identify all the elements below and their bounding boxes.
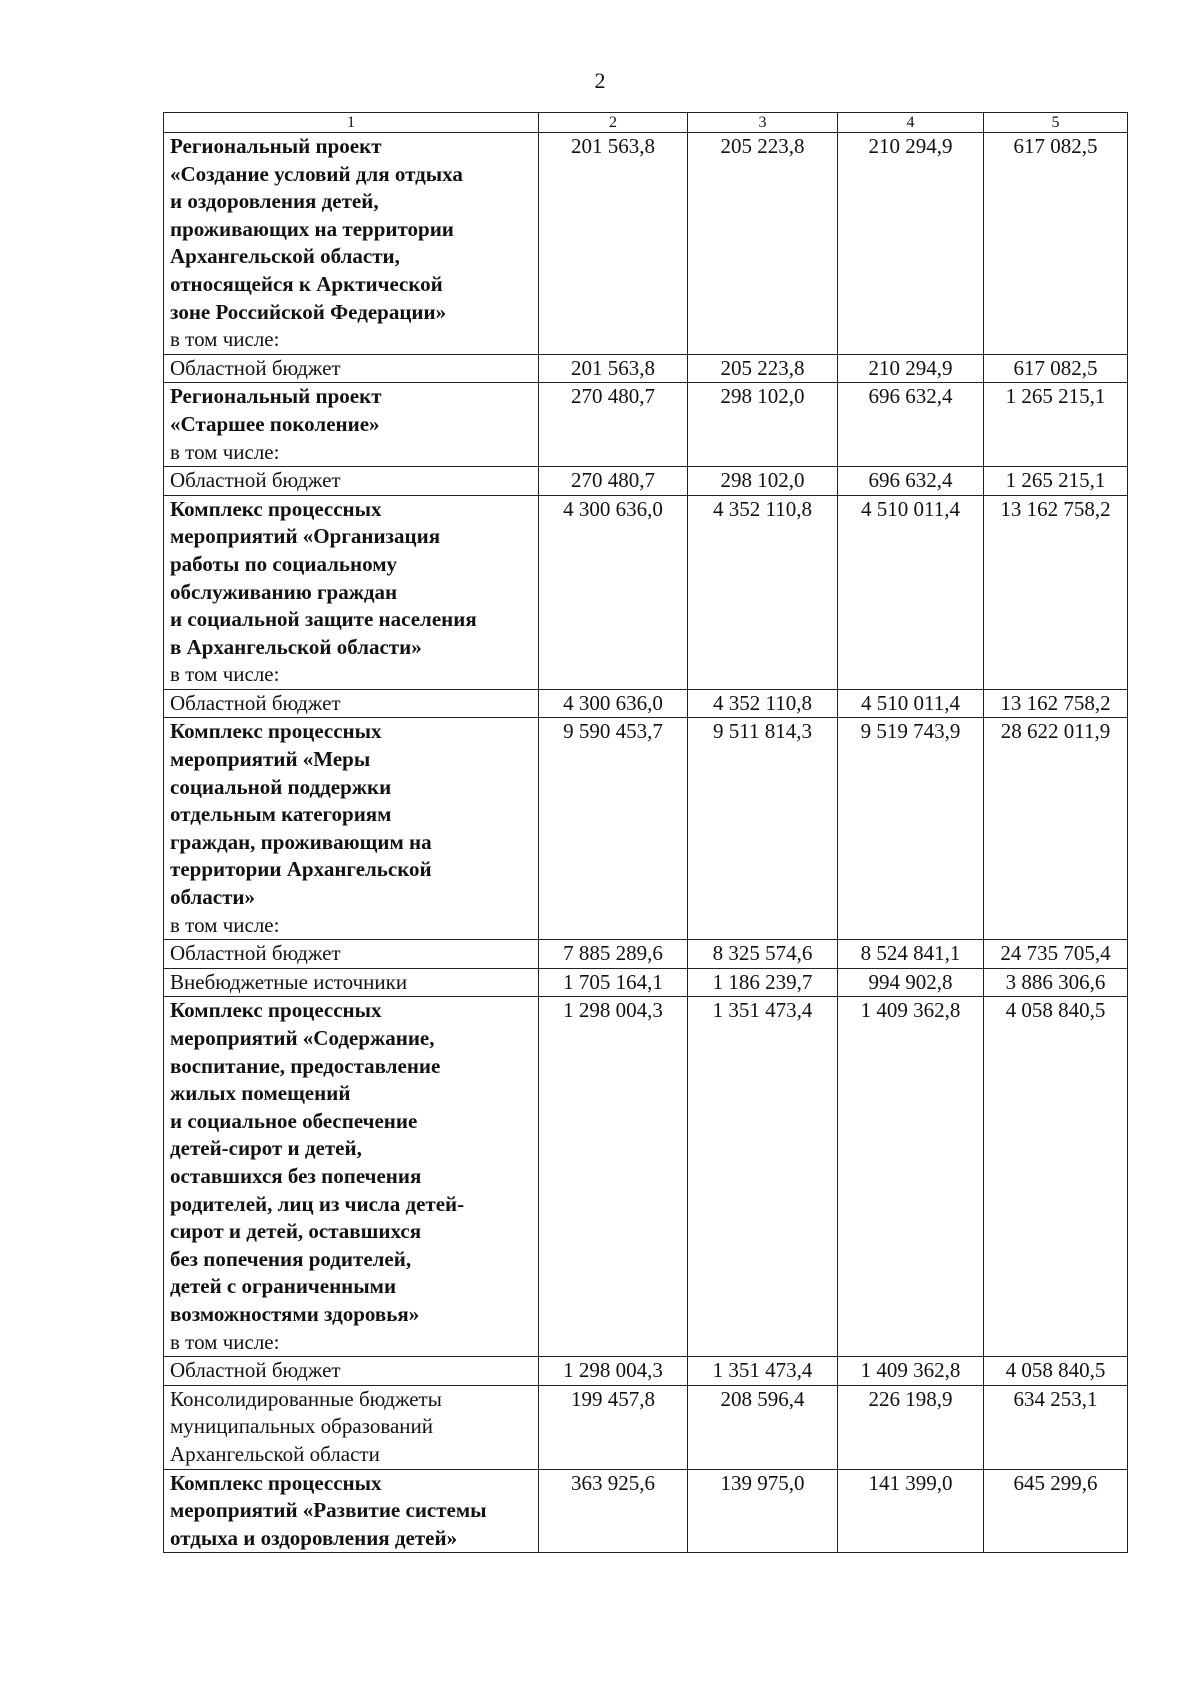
value-cell-col-3: 1 351 473,4 <box>688 1357 838 1386</box>
column-number-4: 4 <box>838 113 984 133</box>
value-cell-col-4: 4 510 011,4 <box>838 495 984 689</box>
value-cell-col-5: 617 082,5 <box>984 133 1128 355</box>
section-row <box>164 495 1128 689</box>
section-title: Комплекс процессных мероприятий «Содержание, воспитание, предоставление жилых помещений и социальное обеспечение детей-сирот и детей, оставшихся без попечения родителей, лиц из числа детей- сирот и детей, оставшихся без попечения родителей, детей с ограниченными возможностями здоровья» <box>170 998 465 1326</box>
section-label-cell <box>164 383 539 467</box>
funding-source-row <box>164 467 1128 496</box>
value-cell-col-3: 1 351 473,4 <box>688 997 838 1357</box>
value-cell-col-5: 13 162 758,2 <box>984 689 1128 718</box>
including-note: в том числе: <box>170 662 280 687</box>
funding-source-row <box>164 940 1128 969</box>
funding-source-row <box>164 354 1128 383</box>
column-number-3: 3 <box>688 113 838 133</box>
value-cell-col-3: 205 223,8 <box>688 133 838 355</box>
funding-source-label: Областной бюджет <box>164 467 539 496</box>
section-label-cell <box>164 718 539 940</box>
including-note: в том числе: <box>170 439 280 464</box>
value-cell-col-5: 1 265 215,1 <box>984 467 1128 496</box>
value-cell-col-3: 208 596,4 <box>688 1385 838 1469</box>
value-cell-col-4: 226 198,9 <box>838 1385 984 1469</box>
section-row <box>164 133 1128 355</box>
budget-table-body <box>164 113 1128 1553</box>
funding-source-label: Внебюджетные источники <box>164 968 539 997</box>
value-cell-col-3: 205 223,8 <box>688 354 838 383</box>
value-cell-col-4: 1 409 362,8 <box>838 1357 984 1386</box>
value-cell-col-2: 7 885 289,6 <box>539 940 688 969</box>
funding-source-row <box>164 689 1128 718</box>
section-row <box>164 383 1128 467</box>
value-cell-col-3: 4 352 110,8 <box>688 689 838 718</box>
value-cell-col-4: 696 632,4 <box>838 467 984 496</box>
value-cell-col-5: 1 265 215,1 <box>984 383 1128 467</box>
section-row <box>164 718 1128 940</box>
funding-source-label: Областной бюджет <box>164 354 539 383</box>
section-row <box>164 997 1128 1357</box>
value-cell-col-3: 1 186 239,7 <box>688 968 838 997</box>
value-cell-col-3: 298 102,0 <box>688 467 838 496</box>
value-cell-col-4: 210 294,9 <box>838 354 984 383</box>
section-label-cell <box>164 495 539 689</box>
budget-table <box>163 112 1128 1553</box>
value-cell-col-2: 201 563,8 <box>539 354 688 383</box>
value-cell-col-4: 4 510 011,4 <box>838 689 984 718</box>
value-cell-col-2: 9 590 453,7 <box>539 718 688 940</box>
page-number: 2 <box>594 68 606 93</box>
funding-source-row <box>164 1385 1128 1469</box>
value-cell-col-2: 201 563,8 <box>539 133 688 355</box>
section-title: Комплекс процессных мероприятий «Организация работы по социальному обслуживанию граждан и социальной защите населения в Архангельской области» <box>170 496 477 659</box>
column-number-row <box>164 113 1128 133</box>
value-cell-col-2: 4 300 636,0 <box>539 495 688 689</box>
value-cell-col-3: 139 975,0 <box>688 1469 838 1553</box>
value-cell-col-4: 210 294,9 <box>838 133 984 355</box>
value-cell-col-2: 199 457,8 <box>539 1385 688 1469</box>
value-cell-col-5: 634 253,1 <box>984 1385 1128 1469</box>
value-cell-col-2: 270 480,7 <box>539 467 688 496</box>
value-cell-col-5: 4 058 840,5 <box>984 1357 1128 1386</box>
value-cell-col-5: 4 058 840,5 <box>984 997 1128 1357</box>
section-title: Региональный проект «Создание условий для отдыха и оздоровления детей, проживающих на территории Архангельской области, относящейся к Арктической зоне Российской Федерации» <box>170 134 463 324</box>
column-number-1: 1 <box>164 113 539 133</box>
including-note: в том числе: <box>170 327 280 352</box>
section-row <box>164 1469 1128 1553</box>
value-cell-col-4: 696 632,4 <box>838 383 984 467</box>
value-cell-col-3: 9 511 814,3 <box>688 718 838 940</box>
value-cell-col-2: 1 298 004,3 <box>539 1357 688 1386</box>
value-cell-col-2: 1 298 004,3 <box>539 997 688 1357</box>
funding-source-row <box>164 1357 1128 1386</box>
value-cell-col-3: 8 325 574,6 <box>688 940 838 969</box>
value-cell-col-4: 9 519 743,9 <box>838 718 984 940</box>
value-cell-col-3: 4 352 110,8 <box>688 495 838 689</box>
value-cell-col-5: 24 735 705,4 <box>984 940 1128 969</box>
value-cell-col-4: 994 902,8 <box>838 968 984 997</box>
funding-source-label: Областной бюджет <box>164 940 539 969</box>
including-note: в том числе: <box>170 912 280 937</box>
value-cell-col-2: 1 705 164,1 <box>539 968 688 997</box>
section-title: Комплекс процессных мероприятий «Меры социальной поддержки отдельным категориям граждан, проживающим на территории Архангельской области» <box>170 719 432 910</box>
value-cell-col-5: 3 886 306,6 <box>984 968 1128 997</box>
value-cell-col-5: 28 622 011,9 <box>984 718 1128 940</box>
value-cell-col-4: 1 409 362,8 <box>838 997 984 1357</box>
value-cell-col-5: 645 299,6 <box>984 1469 1128 1553</box>
section-label-cell <box>164 997 539 1357</box>
value-cell-col-5: 13 162 758,2 <box>984 495 1128 689</box>
section-title: Региональный проект «Старшее поколение» <box>170 384 382 436</box>
section-title: Комплекс процессных мероприятий «Развитие системы отдыха и оздоровления детей» <box>170 1470 487 1550</box>
funding-source-label: Областной бюджет <box>164 689 539 718</box>
column-number-2: 2 <box>539 113 688 133</box>
value-cell-col-2: 363 925,6 <box>539 1469 688 1553</box>
value-cell-col-2: 4 300 636,0 <box>539 689 688 718</box>
value-cell-col-5: 617 082,5 <box>984 354 1128 383</box>
funding-source-label: Областной бюджет <box>164 1357 539 1386</box>
value-cell-col-3: 298 102,0 <box>688 383 838 467</box>
value-cell-col-2: 270 480,7 <box>539 383 688 467</box>
including-note: в том числе: <box>170 1329 280 1354</box>
value-cell-col-4: 8 524 841,1 <box>838 940 984 969</box>
value-cell-col-4: 141 399,0 <box>838 1469 984 1553</box>
column-number-5: 5 <box>984 113 1128 133</box>
section-label-cell <box>164 133 539 355</box>
funding-source-row <box>164 968 1128 997</box>
section-label-cell <box>164 1469 539 1553</box>
funding-source-label: Консолидированные бюджеты муниципальных образований Архангельской области <box>164 1385 539 1469</box>
